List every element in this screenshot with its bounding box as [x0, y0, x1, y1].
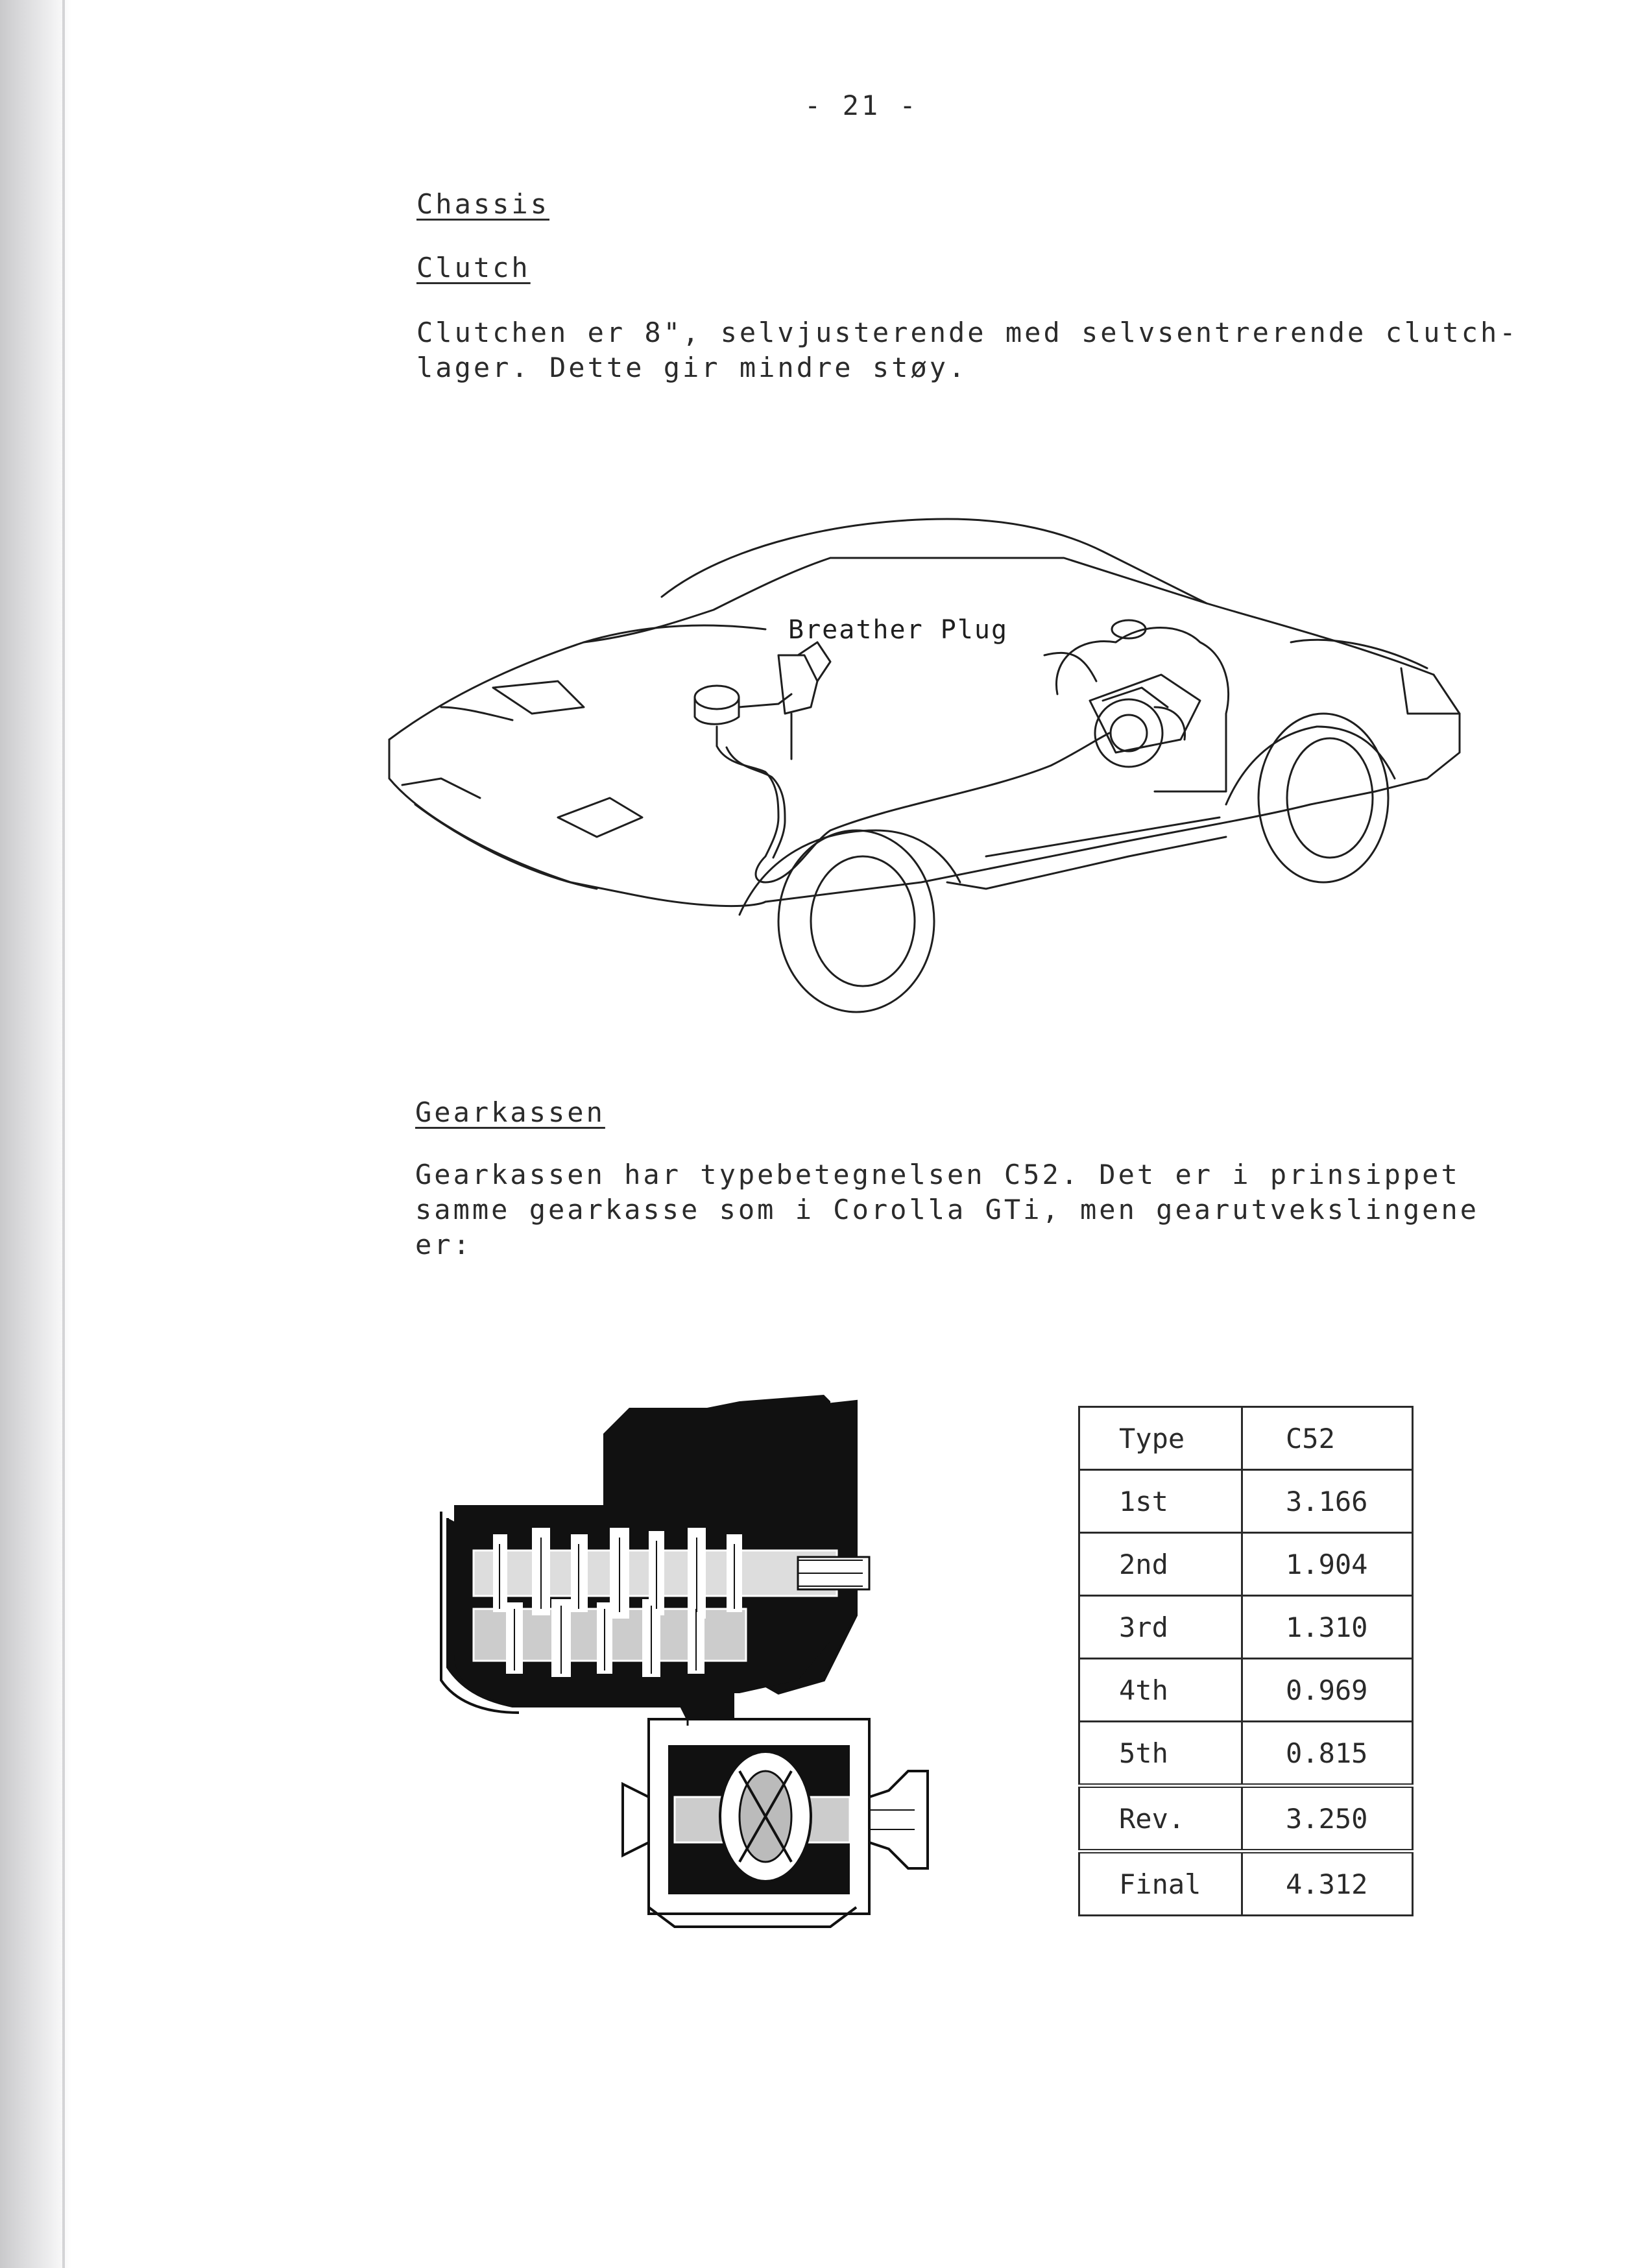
table-cell-value: 3.166	[1242, 1470, 1413, 1533]
page-number: - 21 -	[804, 90, 919, 121]
chassis-title: Chassis	[416, 188, 550, 220]
page-binding-line	[62, 0, 65, 2268]
table-cell-label: 1st	[1079, 1470, 1242, 1533]
table-cell-label: 3rd	[1079, 1596, 1242, 1659]
clutch-paragraph: Clutchen er 8", selvjusterende med selvsentrerende clutch-lager. Dette gir mindre støy.	[416, 317, 1519, 383]
table-row	[1079, 1533, 1413, 1596]
table-cell-label: 4th	[1079, 1659, 1242, 1722]
table-cell-label: 2nd	[1079, 1533, 1242, 1596]
table-row	[1079, 1722, 1413, 1786]
table-row	[1079, 1407, 1413, 1470]
gearbox-cross-section	[435, 1395, 947, 1940]
table-cell-value: 0.969	[1242, 1659, 1413, 1722]
gearbox-heading: Gearkassen	[415, 1096, 605, 1128]
breather-plug-label: Breather Plug	[788, 615, 1009, 645]
gearbox-paragraph: Gearkassen har typebetegnelsen C52. Det er i prinsippet samme gearkasse som i Corolla GTi, men gearutvekslingene er:	[415, 1159, 1480, 1261]
page-binding-shadow	[0, 0, 71, 2268]
table-cell-value: 3.250	[1242, 1786, 1413, 1852]
table-row	[1079, 1852, 1413, 1916]
table-cell-label: 5th	[1079, 1722, 1242, 1786]
gear-ratio-table	[1078, 1406, 1414, 1916]
table-cell-label: Rev.	[1079, 1786, 1242, 1852]
table-cell-value: 1.904	[1242, 1533, 1413, 1596]
table-cell-value: 1.310	[1242, 1596, 1413, 1659]
table-row	[1079, 1786, 1413, 1852]
clutch-heading: Clutch	[416, 252, 531, 284]
table-cell-label: Type	[1079, 1407, 1242, 1470]
table-row	[1079, 1596, 1413, 1659]
table-row	[1079, 1659, 1413, 1722]
car-clutch-illustration	[363, 493, 1466, 1025]
table-cell-value: 4.312	[1242, 1852, 1413, 1916]
table-cell-label: Final	[1079, 1852, 1242, 1916]
table-cell-value: C52	[1242, 1407, 1413, 1470]
table-row	[1079, 1470, 1413, 1533]
table-cell-value: 0.815	[1242, 1722, 1413, 1786]
